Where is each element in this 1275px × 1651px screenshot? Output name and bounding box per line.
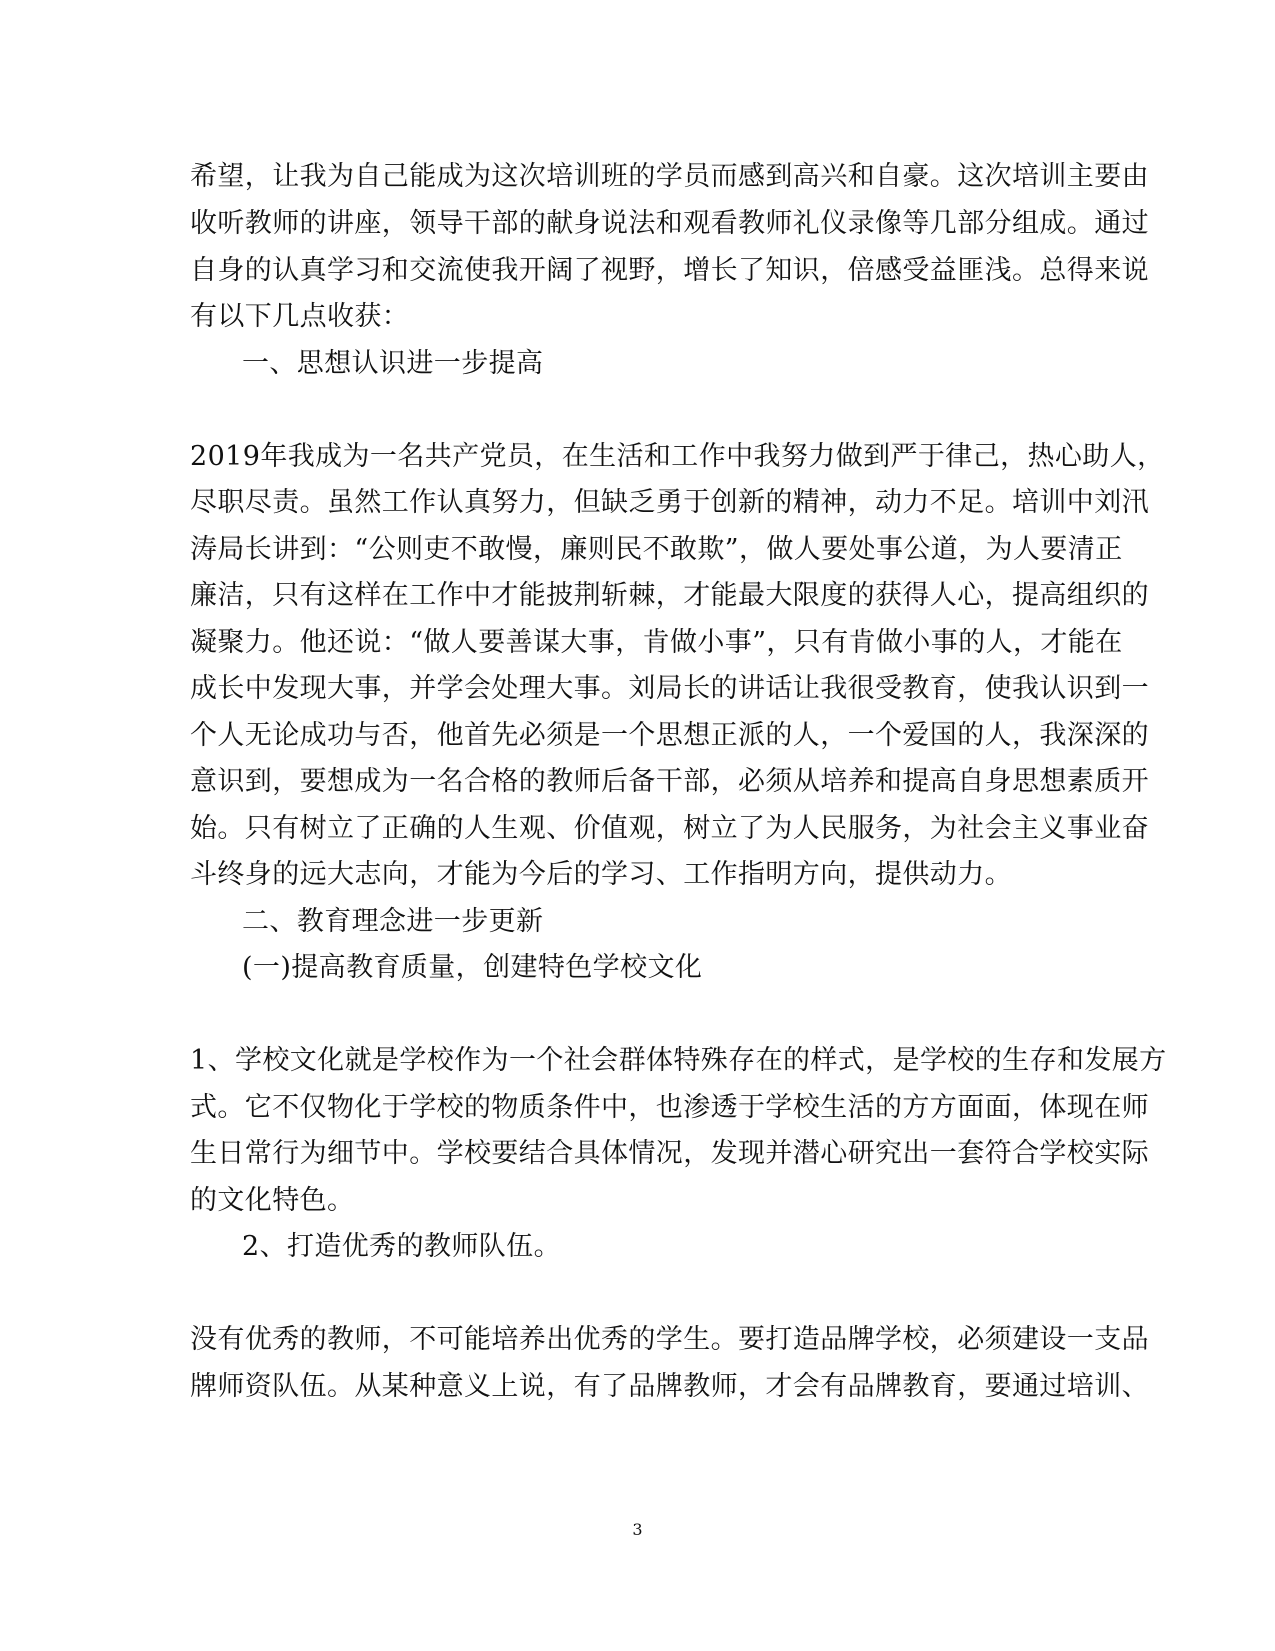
paragraph-line: 始。只有树立了正确的人生观、价值观，树立了为人民服务，为社会主义事业奋 (190, 813, 1149, 844)
paragraph-line: 没有优秀的教师，不可能培养出优秀的学生。要打造品牌学校，必须建设一支品 (190, 1324, 1149, 1355)
paragraph-line: 有以下几点收获： (190, 301, 410, 332)
paragraph-line: 1、学校文化就是学校作为一个社会群体特殊存在的样式，是学校的生存和发展方 (190, 1045, 1167, 1076)
page-number: 3 (632, 1520, 643, 1539)
paragraph-line: 的文化特色。 (190, 1185, 355, 1216)
paragraph-line: 牌师资队伍。从某种意义上说，有了品牌教师，才会有品牌教育，要通过培训、 (190, 1371, 1149, 1402)
section-heading: 一、思想认识进一步提高 (242, 348, 544, 379)
paragraph-line: 希望，让我为自己能成为这次培训班的学员而感到高兴和自豪。这次培训主要由 (190, 161, 1149, 192)
paragraph-line: 个人无论成功与否，他首先必须是一个思想正派的人，一个爱国的人，我深深的 (190, 720, 1149, 751)
paragraph-line: 凝聚力。他还说：“做人要善谋大事，肯做小事”，只有肯做小事的人，才能在 (190, 627, 1123, 658)
paragraph-line: 生日常行为细节中。学校要结合具体情况，发现并潜心研究出一套符合学校实际 (190, 1138, 1149, 1169)
paragraph-line: 斗终身的远大志向，才能为今后的学习、工作指明方向，提供动力。 (190, 859, 1012, 890)
paragraph-line: 尽职尽责。虽然工作认真努力，但缺乏勇于创新的精神，动力不足。培训中刘汛 (190, 487, 1149, 518)
subsection-heading: (一)提高教育质量，创建特色学校文化 (242, 952, 703, 983)
paragraph-line: 成长中发现大事，并学会处理大事。刘局长的讲话让我很受教育，使我认识到一 (190, 673, 1149, 704)
section-heading: 二、教育理念进一步更新 (242, 906, 544, 937)
paragraph-line: 涛局长讲到：“公则吏不敢慢，廉则民不敢欺”，做人要处事公道，为人要清正 (190, 534, 1123, 565)
subsection-heading: 2、打造优秀的教师队伍。 (242, 1231, 561, 1262)
paragraph-line: 收听教师的讲座，领导干部的献身说法和观看教师礼仪录像等几部分组成。通过 (190, 208, 1149, 239)
paragraph-line: 式。它不仅物化于学校的物质条件中，也渗透于学校生活的方方面面，体现在师 (190, 1092, 1149, 1123)
paragraph-line: 2019年我成为一名共产党员，在生活和工作中我努力做到严于律己，热心助人， (190, 441, 1165, 472)
paragraph-line: 意识到，要想成为一名合格的教师后备干部，必须从培养和提高自身思想素质开 (190, 766, 1149, 797)
paragraph-line: 自身的认真学习和交流使我开阔了视野，增长了知识，倍感受益匪浅。总得来说 (190, 255, 1149, 286)
paragraph-line: 廉洁，只有这样在工作中才能披荆斩棘，才能最大限度的获得人心，提高组织的 (190, 580, 1149, 611)
